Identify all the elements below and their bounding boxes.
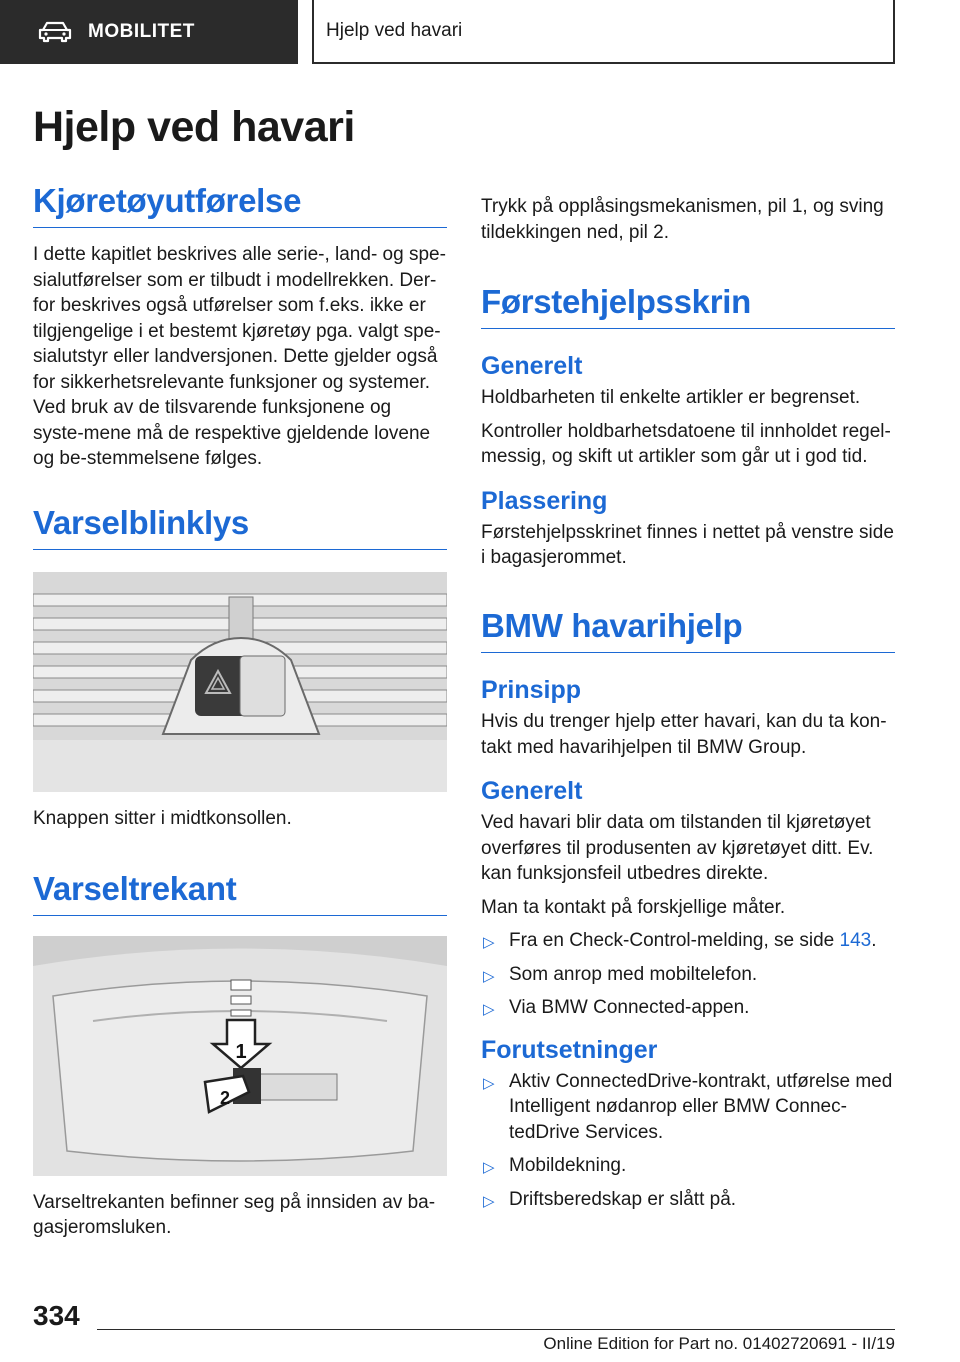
trunk-lid-illustration <box>33 936 447 1176</box>
caption-hazard: Knappen sitter i midtkonsollen. <box>33 808 292 829</box>
contact-methods-list <box>481 928 895 1021</box>
paragraph-principle: Hvis du trenger hjelp etter havari, kan du ta kon-takt med havarihjelpen til BMW Group. <box>481 711 887 758</box>
section-label: MOBILITET <box>88 21 195 42</box>
page-header <box>0 0 960 66</box>
bullet-triangle-icon: ▷ <box>483 1001 495 1018</box>
heading-vehicle-version: Kjøretøyutførelse <box>33 180 447 228</box>
list-item: ▷ Fra en Check-Control-melding, se side 143. <box>481 928 895 954</box>
left-column <box>33 180 447 1249</box>
hazard-button-illustration <box>33 572 447 792</box>
right-column <box>481 194 895 1220</box>
section-tab <box>0 0 298 64</box>
heading-hazard-lights: Varselblinklys <box>33 502 447 550</box>
car-icon <box>38 21 72 43</box>
list-item: ▷ Driftsberedskap er slått på. <box>481 1187 895 1213</box>
subheading-requirements: Forutsetninger <box>481 1035 658 1064</box>
footer-divider <box>97 1329 895 1330</box>
svg-text:1: 1 <box>235 1040 247 1063</box>
subheading-general-2: Generelt <box>481 777 583 805</box>
paragraph-general2-1: Ved havari blir data om tilstanden til kjøretøyet overføres til produsenten av kjøretøyet ditt. Ev. kan funksjonsfeil utbedres direkte. <box>481 812 874 884</box>
caption-triangle: Varseltrekanten befinner seg på innsiden av ba-gasjeromsluken. <box>33 1191 436 1239</box>
list-item: ▷ Som anrop med mobiltelefon. <box>481 962 895 988</box>
chapter-title: Hjelp ved havari <box>312 0 895 64</box>
paragraph-placement: Førstehjelpsskrinet finnes i nettet på venstre side i bagasjerommet. <box>481 521 894 569</box>
svg-text:2: 2 <box>219 1087 231 1108</box>
page-number: 334 <box>33 1300 80 1331</box>
list-item: ▷ Mobildekning. <box>481 1153 895 1179</box>
requirements-list <box>481 1069 895 1213</box>
subheading-general: Generelt <box>481 352 583 381</box>
list-item: ▷ Aktiv ConnectedDrive-kontrakt, utførelse med Intelligent nødanrop eller BMW Connec-tedDrive Services. <box>483 1070 893 1143</box>
paragraph-general2-2: Man ta kontakt på forskjellige måter. <box>481 896 786 918</box>
edition-text: Online Edition for Part no. 01402720691 - II/19 <box>543 1334 895 1353</box>
paragraph-press-latch: Trykk på opplåsingsmekanismen, pil 1, og sving tildekkingen ned, pil 2. <box>481 196 884 243</box>
list-item: ▷ Via BMW Connected-appen. <box>481 995 895 1021</box>
bullet-triangle-icon: ▷ <box>483 1159 495 1176</box>
hazard-button-figure <box>33 572 447 792</box>
heading-warning-triangle: Varseltrekant <box>33 868 447 916</box>
subheading-placement: Plassering <box>481 486 608 515</box>
page-title: Hjelp ved havari <box>33 103 355 151</box>
heading-first-aid-kit: Førstehjelpsskrin <box>481 281 895 329</box>
page-link[interactable]: 143 <box>839 930 872 951</box>
subheading-principle: Prinsipp <box>481 676 582 704</box>
bullet-triangle-icon: ▷ <box>483 1192 495 1210</box>
bullet-triangle-icon: ▷ <box>483 934 495 951</box>
warning-triangle-figure <box>33 936 447 1176</box>
paragraph-general-2: Kontroller holdbarhetsdatoene til innholdet regel-messig, og skift ut artikler som går ut i god tid. <box>481 420 891 468</box>
bullet-triangle-icon: ▷ <box>483 1074 495 1092</box>
bullet-triangle-icon: ▷ <box>483 967 495 985</box>
heading-bmw-breakdown-assistance: BMW havarihjelp <box>481 605 895 653</box>
paragraph-general-1: Holdbarheten til enkelte artikler er begrenset. <box>481 387 861 409</box>
paragraph-vehicle-version: I dette kapitlet beskrives alle serie-, land- og spe-sialutførelser som er tilbudt i modellrekken. Der-for beskrives også utførelser som f.eks. ikke er tilgjengelige i et bestemt kjøretøy pga. valgt spe-sialutstyr eller landversjonen. Dette gjelder også for sikkerhetsrelevante funksjoner og systemer. Ved bruk av de tilsvarende funksjonene og syste-mene må de respektive gjeldende lovene og be-stemmelsene følges. <box>33 244 446 470</box>
